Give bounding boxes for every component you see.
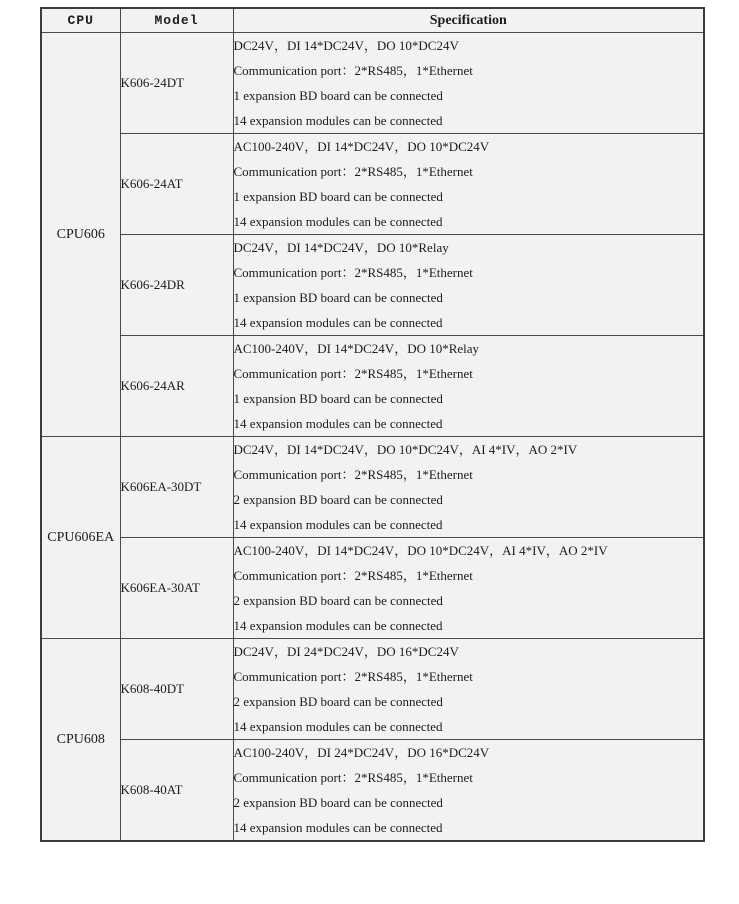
table-row [41, 639, 704, 740]
spec-line: Communication port：2*RS485，1*Ethernet [233, 265, 473, 280]
spec-line: Communication port：2*RS485，1*Ethernet [233, 366, 473, 381]
table-row [41, 437, 704, 538]
header-row [41, 8, 704, 33]
model-cell: K606-24DR [120, 235, 233, 336]
spec-line: 2 expansion BD board can be connected [233, 492, 443, 507]
spec-cell [233, 235, 704, 336]
spec-cell [233, 437, 704, 538]
spec-line: DC24V，DI 14*DC24V，DO 10*DC24V，AI 4*IV，AO 2*IV [233, 442, 578, 457]
spec-cell [233, 336, 704, 437]
model-cell: K606EA-30DT [120, 437, 233, 538]
table-row [41, 538, 704, 639]
spec-line: AC100-240V，DI 14*DC24V，DO 10*Relay [233, 341, 480, 356]
model-cell: K606-24AR [120, 336, 233, 437]
spec-cell [233, 538, 704, 639]
spec-line: AC100-240V，DI 14*DC24V，DO 10*DC24V [233, 139, 490, 154]
table-row [41, 235, 704, 336]
spec-cell [233, 639, 704, 740]
cpu-group-cpu608: CPU608 [41, 639, 120, 842]
spec-line: AC100-240V，DI 24*DC24V，DO 16*DC24V [233, 745, 490, 760]
spec-line: DC24V，DI 24*DC24V，DO 16*DC24V [233, 644, 459, 659]
spec-line: Communication port：2*RS485，1*Ethernet [233, 669, 473, 684]
spec-line: Communication port：2*RS485，1*Ethernet [233, 63, 473, 78]
spec-line: 1 expansion BD board can be connected [233, 391, 443, 406]
model-cell: K606EA-30AT [120, 538, 233, 639]
spec-cell [233, 33, 704, 134]
header-specification: Specification [233, 8, 704, 33]
model-cell: K606-24AT [120, 134, 233, 235]
spec-line: 14 expansion modules can be connected [233, 517, 443, 532]
spec-line: 14 expansion modules can be connected [233, 315, 443, 330]
spec-line: 14 expansion modules can be connected [233, 719, 443, 734]
spec-line: 14 expansion modules can be connected [233, 113, 443, 128]
spec-cell [233, 134, 704, 235]
spec-line: 1 expansion BD board can be connected [233, 88, 443, 103]
table-row [41, 336, 704, 437]
spec-line: AC100-240V，DI 14*DC24V，DO 10*DC24V，AI 4*IV，AO 2*IV [233, 543, 608, 558]
spec-line: 14 expansion modules can be connected [233, 214, 443, 229]
spec-line: 2 expansion BD board can be connected [233, 593, 443, 608]
spec-line: 14 expansion modules can be connected [233, 416, 443, 431]
cpu-group-cpu606ea: CPU606EA [41, 437, 120, 639]
model-cell: K608-40DT [120, 639, 233, 740]
spec-line: DC24V，DI 14*DC24V，DO 10*Relay [233, 240, 449, 255]
spec-line: 2 expansion BD board can be connected [233, 795, 443, 810]
model-cell: K606-24DT [120, 33, 233, 134]
table-row [41, 134, 704, 235]
spec-line: Communication port：2*RS485，1*Ethernet [233, 467, 473, 482]
spec-line: DC24V，DI 14*DC24V，DO 10*DC24V [233, 38, 459, 53]
header-cpu: CPU [41, 8, 120, 33]
header-model: Model [120, 8, 233, 33]
table-row [41, 33, 704, 134]
spec-line: Communication port：2*RS485，1*Ethernet [233, 164, 473, 179]
spec-line: 14 expansion modules can be connected [233, 618, 443, 633]
spec-line: 14 expansion modules can be connected [233, 820, 443, 835]
spec-line: 1 expansion BD board can be connected [233, 189, 443, 204]
spec-line: Communication port：2*RS485，1*Ethernet [233, 770, 473, 785]
spec-line: Communication port：2*RS485，1*Ethernet [233, 568, 473, 583]
spec-cell [233, 740, 704, 842]
cpu-spec-table-container [40, 7, 705, 842]
table-row [41, 740, 704, 842]
cpu-spec-table [40, 7, 705, 842]
spec-line: 1 expansion BD board can be connected [233, 290, 443, 305]
model-cell: K608-40AT [120, 740, 233, 842]
cpu-group-cpu606: CPU606 [41, 33, 120, 437]
spec-line: 2 expansion BD board can be connected [233, 694, 443, 709]
